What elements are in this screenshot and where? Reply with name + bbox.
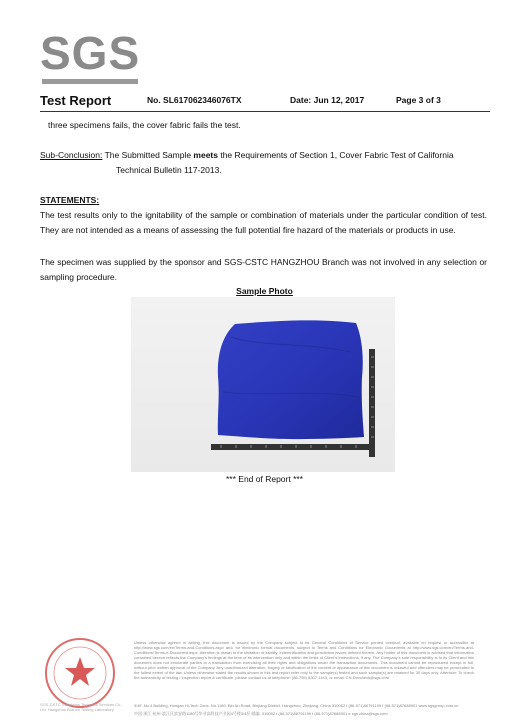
footer-disclaimer: Unless otherwise agreed in writing, this document is issued by the Company subject to its General Conditions of Service printed overleaf, available on request or accessible at http://www.sgs.com/en/Terms-and-Conditions.aspx and, for electronic format documents, subject to Terms and Conditions for Electronic Documents at http://www.sgs.com/en/Terms-and-Conditions/Terms-e-Document.aspx. Attention is drawn to the limitation of liability, indemnification and jurisdiction issues defined therein. Any holder of this document is advised that information contained hereon reflects the Company's findings at the time of its intervention only and within the limits of Client's instructions, if any. The Company's sole responsibility is to its Client and this document does not exonerate parties to a transaction from exercising all their rights and obligations under the transaction documents. This document cannot be reproduced except in full, without prior written approval of the Company. Any unauthorized alteration, forgery or falsification of the content or appearance of this document is unlawful and offenders may be prosecuted to the fullest extent of the law. Unless otherwise stated the results shown in this test report refer only to the sample(s) tested and such sample(s) are retained for 30 days only. Attention: To check the authenticity of testing / inspection report & certificate, please contact us at telephone: (86-755) 8307 1443, or email: CN.Doccheck@sgs.com [134, 640, 474, 680]
sub-conclusion-text-after: the Requirements of Section 1, Cover Fabric Test of California [217, 150, 454, 160]
sub-conclusion-emphasis: meets [193, 150, 218, 160]
sub-conclusion-line2: Technical Bulletin 117-2013. [116, 165, 222, 175]
footer-address-en: 3/4F, No.4 Building, Hongan Hi-Tech Zone, No.1180, Bin An Road, Binjiang District, Hangzhou, Zhejiang, China 310052 t (86-571)86791199 f (86-571)87688901 www.sgsgroup.com.cn [134, 703, 459, 708]
page-number: Page 3 of 3 [396, 95, 441, 105]
report-title: Test Report [40, 93, 112, 108]
footer-address-cn: 中国·浙江·杭州·滨江区滨安路1180号华业高科技产业园4号楼3/4层 邮编: 310052 t (86-571)86791199 f (86-571)87688901 e sgs.china@sgs.com [134, 711, 388, 716]
statement-paragraph-2: The specimen was supplied by the sponsor and SGS-CSTC HANGZHOU Branch was not involved in any selection or sampling procedure. [40, 257, 487, 282]
statements-heading [40, 193, 99, 208]
sub-conclusion-label: Sub-Conclusion: [40, 150, 103, 160]
report-date: Date: Jun 12, 2017 [290, 95, 365, 105]
statements-heading-text: STATEMENTS [40, 195, 97, 205]
sgs-logo-bar [42, 79, 138, 84]
official-seal [40, 633, 120, 713]
fabric-sample [218, 320, 364, 439]
sgs-logo-text: SGS [40, 27, 141, 79]
statement-paragraph-1: The test results only to the ignitability of the sample or combination of materials under the particular condition of test. They are not intended as a means of assessing the full potential fire hazard of the materials or products in use. [40, 210, 487, 235]
seal-label: SGS-CSTC Standards Technical Services Co., Ltd. Hangzhou Branch Testing Laboratory [40, 702, 123, 712]
report-header [40, 93, 490, 109]
header-divider [40, 111, 490, 112]
report-number: No. SL617062346076TX [147, 95, 242, 105]
sub-conclusion-text-before: The Submitted Sample [102, 150, 194, 160]
statements-heading-colon: : [96, 195, 100, 205]
seal-icon [40, 633, 120, 713]
carryover-text: three specimens fails, the cover fabric fails the test. [48, 120, 241, 130]
sample-photo-image [131, 297, 395, 472]
sample-photo [131, 297, 395, 472]
sub-conclusion [40, 148, 490, 178]
photo-caption: Sample Photo [236, 286, 293, 296]
sgs-logo [40, 26, 140, 84]
end-of-report: *** End of Report *** [225, 474, 304, 484]
